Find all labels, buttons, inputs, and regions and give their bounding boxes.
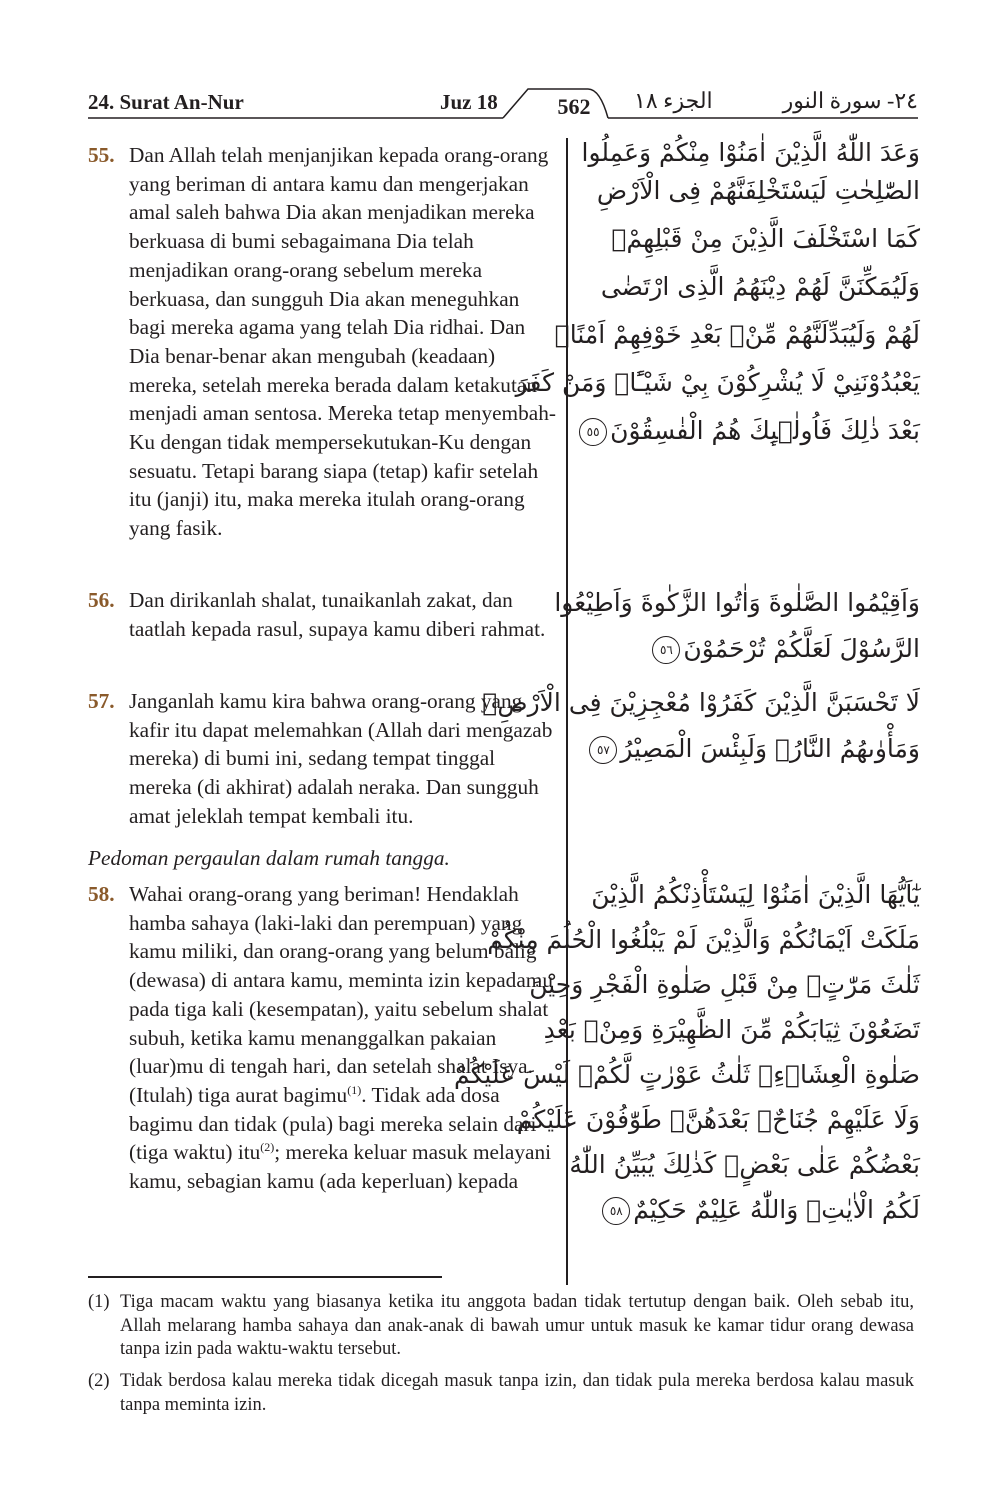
juz-label-arabic: الجزء ١٨: [634, 88, 713, 113]
verse-number: 57.: [88, 689, 115, 713]
footnote-ref-1[interactable]: (1): [347, 1082, 362, 1097]
arabic-line: كَمَا اسْتَخْلَفَ الَّذِيْنَ مِنْ قَبْلِهِمْۖ: [611, 224, 920, 253]
verse-end-marker-55: ٥٥: [579, 418, 607, 446]
arabic-line-text: لَكُمُ الْاٰيٰتِۗ وَاللّٰهُ عَلِيْمٌ حَكِيْمٌ: [633, 1195, 920, 1224]
footnote-number: (1): [88, 1292, 110, 1312]
arabic-line: مَلَكَتْ اَيْمَانُكُمْ وَالَّذِيْنَ لَمْ يَبْلُغُوا الْحُلُمَ مِنْكُمْ: [487, 925, 920, 954]
arabic-line: وَعَدَ اللّٰهُ الَّذِيْنَ اٰمَنُوْا مِنْكُمْ وَعَمِلُوا: [581, 138, 920, 167]
verse-57-arabic: [482, 688, 920, 782]
section-heading: Pedoman pergaulan dalam rumah tangga.: [88, 846, 450, 870]
verse-58-arabic: [453, 880, 920, 1242]
arabic-line: [586, 416, 920, 466]
arabic-line: لَا تَحْسَبَنَّ الَّذِيْنَ كَفَرُوْا مُعْجِزِيْنَ فِى الْاَرْضِۚ: [482, 688, 920, 717]
verse-55-translation: [88, 141, 560, 543]
surah-title-arabic: ٢٤- سورة النور: [782, 88, 918, 113]
page-number: 562: [557, 94, 591, 119]
footnote-1: [88, 1291, 914, 1362]
verse-55-arabic: [515, 138, 920, 466]
arabic-line: [595, 736, 920, 782]
footnote-rule: [88, 1276, 442, 1278]
verse-end-marker-58: ٥٨: [602, 1197, 630, 1225]
arabic-line: يَعْبُدُوْنَنِيْ لَا يُشْرِكُوْنَ بِيْ شَيْـًٔاۗ وَمَنْ كَفَرَ: [515, 368, 920, 397]
footnote-2: [88, 1370, 914, 1417]
arabic-line: وَلَيُمَكِّنَنَّ لَهُمْ دِيْنَهُمُ الَّذِى ارْتَضٰى: [600, 272, 920, 301]
surah-title-latin: 24. Surat An-Nur: [88, 90, 244, 114]
juz-label-latin: Juz 18: [440, 90, 498, 114]
arabic-line-text: بَعْدَ ذٰلِكَ فَاُولٰۤىِٕكَ هُمُ الْفٰسِقُوْنَ: [610, 416, 920, 445]
arabic-line: وَاَقِيْمُوا الصَّلٰوةَ وَاٰتُوا الزَّكٰوةَ وَاَطِيْعُوا: [554, 588, 920, 617]
verse-text-part: ; mereka keluar masuk melayani kamu, sebagian kamu (ada keperluan) kepada: [129, 1140, 552, 1194]
verse-end-marker-56: ٥٦: [652, 636, 680, 664]
arabic-line: [595, 636, 920, 682]
page-header: [88, 86, 918, 126]
verse-text: Dan Allah telah menjanjikan kepada orang-orang yang beriman di antara kamu dan mengerjakan amal saleh bahwa Dia akan menjadikan mereka berkuasa di bumi sebagaimana Dia telah menjadikan orang-orang sebelum mereka berkuasa, dan sungguh Dia akan meneguhkan bagi mereka agama yang telah Dia ridhai. Dan Dia benar-benar akan mengubah (keadaan) mereka, setelah mereka berada dalam ketakutan menjadi aman sentosa. Mereka tetap menyembah-Ku dengan tidak mempersekutukan-Ku dengan sesuatu. Tetapi barang siapa (tetap) kafir setelah itu (janji) itu, maka mereka itulah orang-orang yang fasik.: [129, 143, 556, 541]
verse-end-marker-57: ٥٧: [589, 736, 617, 764]
footnote-number: (2): [88, 1371, 110, 1391]
verse-56-arabic: [554, 588, 920, 682]
verse-number: 56.: [88, 588, 115, 612]
verse-text: Janganlah kamu kira bahwa orang-orang yang kafir itu dapat melemahkan (Allah dari mengazab mereka) di bumi ini, sedang tempat tinggal mereka (di akhirat) adalah neraka. Dan sungguh amat jeleklah tempat kembali itu.: [129, 689, 553, 828]
verse-text: Dan dirikanlah shalat, tunaikanlah zakat, dan taatlah kepada rasul, supaya kamu diberi rahmat.: [129, 588, 546, 641]
verse-text-part: Wahai orang-orang yang beriman! Hendaklah hamba sahaya (laki-laki dan perempuan) yang kamu miliki, dan orang-orang yang belum balig (dewasa) di antara kamu, meminta izin kepadamu pada tiga kali (kesempatan), yaitu sebelum shalat subuh, ketika kamu menanggalkan pakaian (luar)mu di tengah hari, dan setelah shalat Isya. (Itulah) tiga aurat bagimu: [129, 882, 553, 1107]
arabic-line: تَضَعُوْنَ ثِيَابَكُمْ مِّنَ الظَّهِيْرَةِ وَمِنْۢ بَعْدِ: [543, 1015, 920, 1044]
footnote-text: Tidak berdosa kalau mereka tidak dicegah masuk tanpa izin, dan tidak pula mereka berdosa kalau masuk tanpa meminta izin.: [120, 1371, 914, 1415]
footnote-text: Tiga macam waktu yang biasanya ketika itu anggota badan tidak tertutup dengan baik. Oleh sebab itu, Allah melarang hamba sahaya dan anak-anak di bawah umur untuk masuk ke kamar tidur orang dewasa tanpa izin pada waktu-waktu tersebut.: [120, 1292, 914, 1359]
arabic-line: بَعْضُكُمْ عَلٰى بَعْضٍۗ كَذٰلِكَ يُبَيِّنُ اللّٰهُ: [569, 1150, 920, 1179]
arabic-line: صَلٰوةِ الْعِشَاۤءِۗ ثَلٰثُ عَوْرٰتٍ لَّكُمْۗ لَيْسَ عَلَيْكُمْ: [453, 1060, 920, 1089]
arabic-line: الصّٰلِحٰتِ لَيَسْتَخْلِفَنَّهُمْ فِى الْاَرْضِ: [596, 176, 920, 205]
verse-number: 58.: [88, 882, 115, 906]
arabic-line: لَهُمْ وَلَيُبَدِّلَنَّهُمْ مِّنْۢ بَعْدِ خَوْفِهِمْ اَمْنًاۗ: [554, 320, 920, 349]
arabic-line: [595, 1197, 920, 1242]
arabic-line-text: وَمَأْوٰىهُمُ النَّارُۗ وَلَبِئْسَ الْمَصِيْرُ: [620, 734, 920, 763]
verse-number: 55.: [88, 143, 115, 167]
arabic-line: يٰٓاَيُّهَا الَّذِيْنَ اٰمَنُوْا لِيَسْتَأْذِنْكُمُ الَّذِيْنَ: [591, 880, 920, 909]
arabic-line-text: الرَّسُوْلَ لَعَلَّكُمْ تُرْحَمُوْنَ: [683, 634, 920, 663]
arabic-line: ثَلٰثَ مَرّٰتٍۗ مِنْ قَبْلِ صَلٰوةِ الْفَجْرِ وَحِيْنَ: [529, 970, 920, 999]
arabic-line: وَلَا عَلَيْهِمْ جُنَاحٌۢ بَعْدَهُنَّۗ طَوّٰفُوْنَ عَلَيْكُمْ: [516, 1105, 920, 1134]
verse-56-translation: [88, 586, 560, 643]
verse-text-part: . Tidak ada dosa bagimu dan tidak (pula) bagi mereka selain dari (tiga waktu) itu: [129, 1082, 537, 1165]
footnote-ref-2[interactable]: (2): [260, 1140, 275, 1155]
